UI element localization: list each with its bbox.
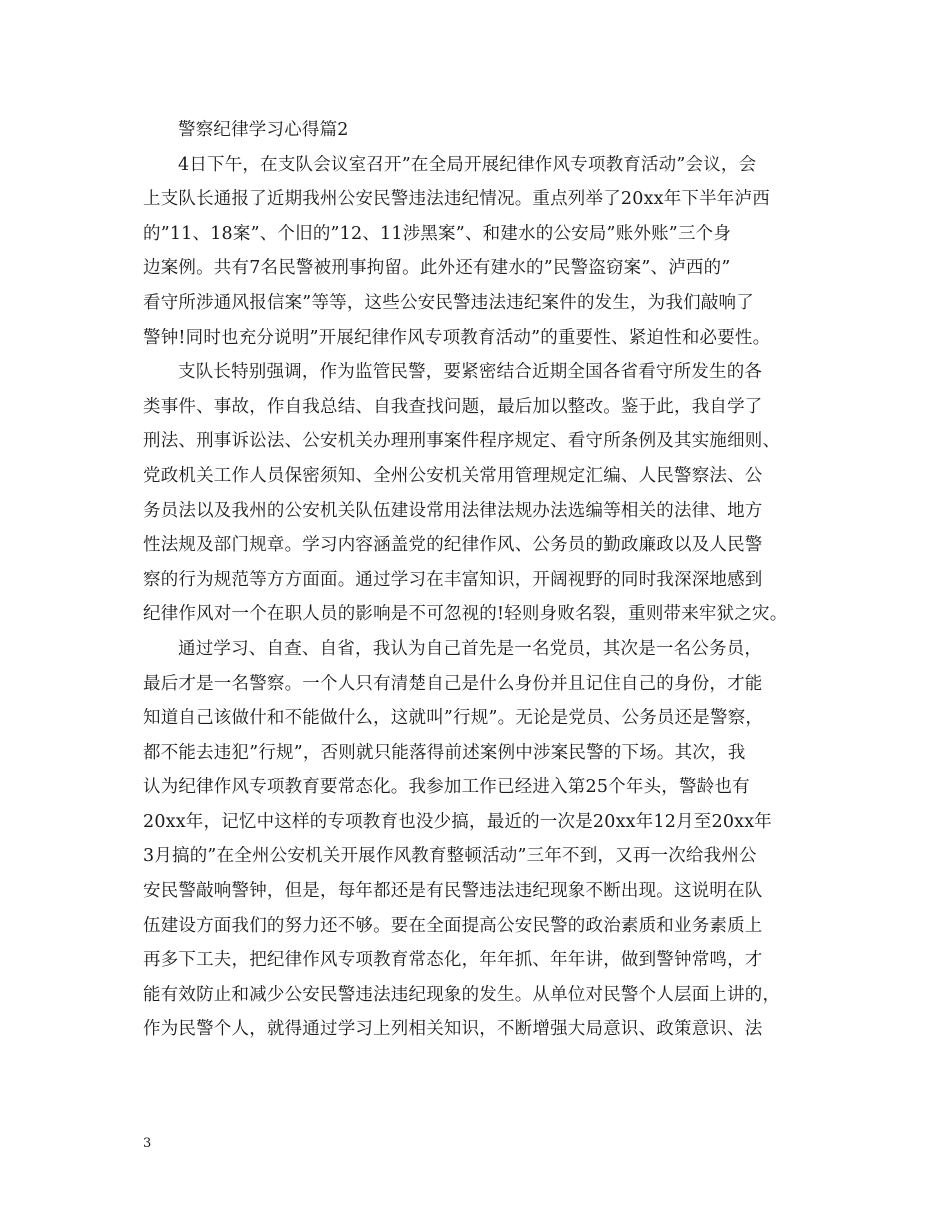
text-line: 务员法以及我州的公安机关队伍建设常用法律法规办法选编等相关的法律、地方 [143,500,763,521]
text-line: 作为民警个人，就得通过学习上列相关知识，不断增强大局意识、政策意识、法 [143,1019,763,1040]
text-line: 伍建设方面我们的努力还不够。要在全面提高公安民警的政治素质和业务素质上 [143,915,763,936]
text-line: 通过学习、自查、自省，我认为自己首先是一名党员，其次是一名公务员， [178,638,763,659]
document-body [143,113,819,1047]
text-line: 支队长特别强调，作为监管民警，要紧密结合近期全国各省看守所发生的各 [178,362,763,383]
text-line: 边案例。共有7名民警被刑事拘留。此外还有建水的”民警盗窃案”、泸西的” [143,258,731,279]
text-line: 警钟!同时也充分说明”开展纪律作风专项教育活动”的重要性、紧迫性和必要性。 [143,327,771,348]
text-line: 能有效防止和减少公安民警违法违纪现象的发生。从单位对民警个人层面上讲的， [143,984,781,1005]
text-line: 安民警敲响警钟，但是，每年都还是有民警违法违纪现象不断出现。这说明在队 [143,881,763,902]
text-line: 类事件、事故，作自我总结、自我查找问题，最后加以整改。鉴于此，我自学了 [143,396,763,417]
text-line: 的”11、18案”、个旧的”12、11涉黑案”、和建水的公安局”账外账”三个身 [143,223,732,244]
text-line: 党政机关工作人员保密须知、全州公安机关常用管理规定汇编、人民警察法、公 [143,465,763,486]
text-line: 看守所涉通风报信案”等等，这些公安民警违法违纪案件的发生，为我们敲响了 [143,292,754,313]
text-line: 知道自己该做什和不能做什么，这就叫”行规”。无论是党员、公务员还是警察， [143,708,764,729]
text-line: 性法规及部门规章。学习内容涵盖党的纪律作风、公务员的勤政廉政以及人民警 [143,535,763,556]
text-line: 20xx年，记忆中这样的专项教育也没少搞，最近的一次是20xx年12月至20xx年 [143,811,772,832]
text-line: 刑法、刑事诉讼法、公安机关办理刑事案件程序规定、看守所条例及其实施细则、 [143,431,781,452]
page-number: 3 [143,1136,152,1151]
text-line: 纪律作风对一个在职人员的影响是不可忽视的!轻则身败名裂，重则带来牢狱之灾。 [143,604,788,625]
text-line: 最后才是一名警察。一个人只有清楚自己是什么身份并且记住自己的身份，才能 [143,673,763,694]
text-line: 再多下工夫，把纪律作风专项教育常态化，年年抓、年年讲，做到警钟常鸣，才 [143,950,763,971]
text-line: 都不能去违犯”行规”，否则就只能落得前述案例中涉案民警的下场。其次，我 [143,742,746,763]
text-line: 4日下午，在支队会议室召开”在全局开展纪律作风专项教育活动”会议，会 [178,154,757,175]
text-line: 3月搞的”在全州公安机关开展作风教育整顿活动”三年不到，又再一次给我州公 [143,846,757,867]
text-line: 察的行为规范等方方面面。通过学习在丰富知识，开阔视野的同时我深深地感到 [143,569,763,590]
text-line: 上支队长通报了近期我州公安民警违法违纪情况。重点列举了20xx年下半年泸西 [143,189,770,210]
document-title: 警察纪律学习心得篇2 [178,120,349,140]
text-line: 认为纪律作风专项教育要常态化。我参加工作已经进入第25个年头，警龄也有 [143,777,750,798]
